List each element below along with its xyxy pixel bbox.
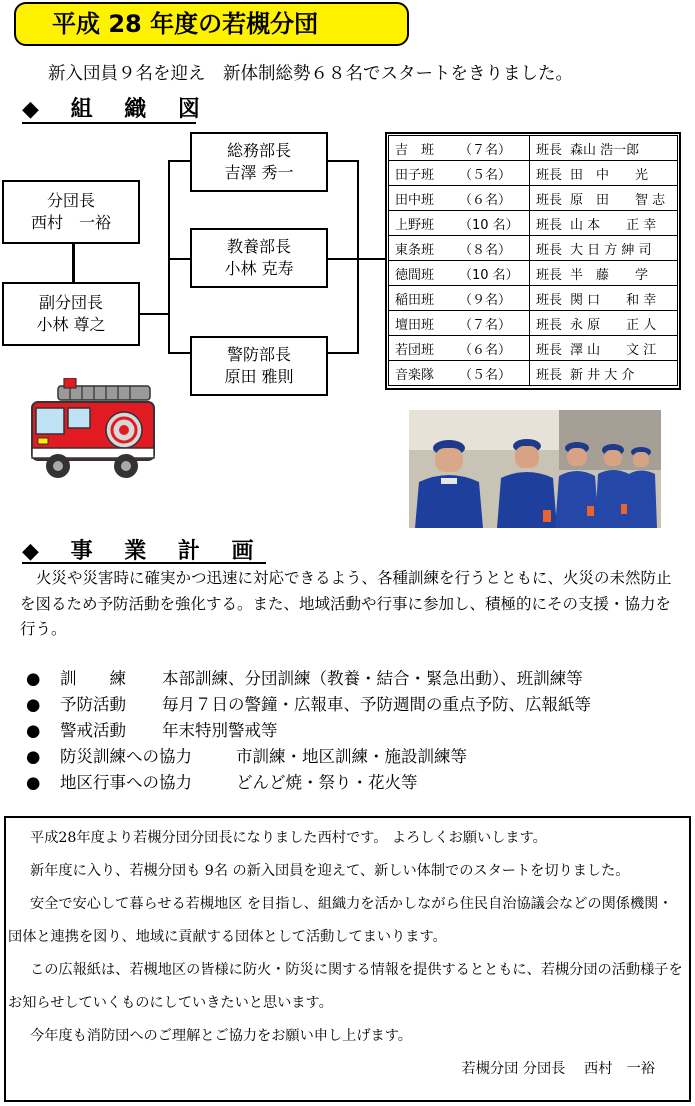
squad-name: 壇田班: [395, 317, 435, 333]
leader-name: 山 本 正 幸: [570, 217, 657, 233]
bullet-dot: ●: [26, 669, 41, 688]
bullet-text: どんど焼・祭り・花火等: [236, 773, 418, 792]
squad-leader-cell: [530, 161, 678, 186]
dept-name: 吉澤 秀一: [224, 163, 294, 182]
dept-title: 教養部長: [226, 237, 291, 256]
squad-name: 東条班: [395, 242, 435, 258]
plan-bullets: [26, 666, 686, 796]
squad-count: （６名）: [459, 192, 512, 208]
squad-leader-cell: [530, 136, 678, 161]
squad-count: （７名）: [459, 317, 512, 333]
squad-leader-cell: [530, 211, 678, 236]
leader-role: 班長: [536, 292, 563, 308]
leader-name: 半 藤 学: [570, 267, 649, 283]
squad-name-cell: [389, 236, 530, 261]
squad-name-cell: [389, 261, 530, 286]
bullet-item: [26, 744, 686, 770]
dept-title: 総務部長: [226, 141, 291, 160]
leader-name: 新 井 大 介: [570, 367, 635, 383]
chief-vice-connector: [72, 244, 75, 284]
squad-row: [389, 361, 678, 386]
squad-name: 若団班: [395, 342, 435, 358]
bullet-item: [26, 770, 686, 796]
squad-row: [389, 211, 678, 236]
squad-row: [389, 336, 678, 361]
squad-row: [389, 311, 678, 336]
bullet-dot: ●: [26, 773, 41, 792]
squad-leader-cell: [530, 286, 678, 311]
dept-title: 警防部長: [226, 345, 291, 364]
bullet-label: 地区行事への協力: [60, 773, 192, 792]
leader-name: 澤 山 文 江: [570, 342, 657, 358]
squad-leader-cell: [530, 336, 678, 361]
dept-box-education: [190, 228, 328, 288]
message-paragraph: 平成28年度より若槻分団分団長になりました西村です。 よろしくお願いします。: [30, 830, 547, 846]
message-paragraph: この広報紙は、若槻地区の皆様に防火・防災に関する情報を提供するとともに、若槻分団の活動様子をお知らせしていくものにしていきたいと思います。: [8, 962, 683, 1011]
squad-name-cell: [389, 186, 530, 211]
fire-truck-illustration: [28, 378, 160, 482]
org-heading: ◆ 組 織 図: [22, 97, 212, 122]
chief-box: [2, 180, 140, 244]
dept-name: 原田 雅則: [224, 367, 294, 386]
plan-intro: 火災や災害時に確実かつ迅速に対応できるよう、各種訓練を行うとともに、火災の未然防止を図るため予防活動を強化する。また、地域活動や行事に参加し、積極的にその支援・協力を行う。: [20, 569, 672, 638]
bullet-item: [26, 718, 686, 744]
squad-count: （６名）: [459, 342, 512, 358]
leader-role: 班長: [536, 217, 563, 233]
leader-name: 原 田 智 志: [570, 192, 666, 208]
dept-box-general: [190, 132, 328, 192]
leader-role: 班長: [536, 192, 563, 208]
squad-name: 吉 班: [395, 142, 435, 158]
vice-title: 副分団長: [38, 293, 103, 312]
leader-role: 班長: [536, 267, 563, 283]
squad-name: 稲田班: [395, 292, 435, 308]
squad-name-cell: [389, 336, 530, 361]
squad-name-cell: [389, 361, 530, 386]
squad-row: [389, 186, 678, 211]
message-paragraph: 安全で安心して暮らせる若槻地区 を目指し、組織力を活かしながら住民自治協議会などの関係機関・団体と連携を図り、地域に貢献する団体として活動してまいります。: [8, 896, 673, 945]
squad-leader-cell: [530, 186, 678, 211]
squad-name-cell: [389, 211, 530, 236]
vice-chief-box: [2, 282, 140, 346]
squad-count: （10 名）: [459, 267, 519, 283]
squad-name: 徳間班: [395, 267, 435, 283]
dept1-right-connector: [328, 160, 358, 162]
squad-name-cell: [389, 136, 530, 161]
firefighters-lineup-photo: [409, 410, 661, 528]
bullet-text: 市訓練・地区訓練・施設訓練等: [236, 747, 467, 766]
squad-name: 上野班: [395, 217, 435, 233]
plan-heading: ◆ 事 業 計 画: [22, 539, 266, 564]
leader-name: 森山 浩一郎: [570, 142, 640, 158]
squads-table: [388, 135, 678, 386]
chief-message: [8, 822, 685, 1086]
message-paragraph: 新年度に入り、若槻分団も 9名 の新入団員を迎えて、新しい体制でのスタートを切りました。: [30, 863, 630, 879]
leader-role: 班長: [536, 242, 563, 258]
bullet-label: 予防活動: [60, 695, 126, 714]
message-paragraph: 今年度も消防団へのご理解とご協力をお願い申し上げます。: [30, 1028, 412, 1044]
squad-count: （５名）: [459, 367, 512, 383]
dept-name: 小林 克寿: [224, 259, 294, 278]
message-signature: 若槻分団 分団長 西村 一裕: [461, 1061, 655, 1077]
dept-vertical-line: [168, 160, 170, 354]
squad-name: 田中班: [395, 192, 435, 208]
plan-heading-underline: [22, 562, 266, 564]
bullet-text: 毎月７日の警鐘・広報車、予防週間の重点予防、広報紙等: [162, 695, 591, 714]
bullet-item: [26, 692, 686, 718]
squad-row: [389, 236, 678, 261]
leader-name: 大 日 方 紳 司: [570, 242, 652, 258]
org-heading-underline: [22, 122, 196, 124]
bullet-text: 年末特別警戒等: [162, 721, 278, 740]
squad-row: [389, 161, 678, 186]
leader-role: 班長: [536, 317, 563, 333]
squad-row: [389, 261, 678, 286]
bullet-label: 警戒活動: [60, 721, 126, 740]
leader-name: 田 中 光: [570, 167, 649, 183]
dept1-connector: [168, 160, 190, 162]
page-title: 平成 28 年度の若槻分団: [14, 2, 409, 46]
leader-role: 班長: [536, 342, 563, 358]
squad-count: （８名）: [459, 242, 512, 258]
bullet-label: 訓 練: [60, 669, 126, 688]
squad-name-cell: [389, 286, 530, 311]
bullet-label: 防災訓練への協力: [60, 747, 192, 766]
right-vertical-line: [357, 160, 359, 354]
squad-name: 田子班: [395, 167, 435, 183]
chief-name: 西村 一裕: [30, 213, 111, 232]
leader-role: 班長: [536, 167, 563, 183]
bullet-text: 本部訓練、分団訓練（教養・結合・緊急出動）、班訓練等: [162, 669, 583, 688]
vice-branch-connector: [140, 313, 170, 315]
squad-name-cell: [389, 161, 530, 186]
bullet-dot: ●: [26, 695, 41, 714]
squads-frame: [385, 132, 681, 390]
vice-name: 小林 尊之: [36, 315, 106, 334]
leader-name: 永 原 正 人: [570, 317, 657, 333]
squad-count: （10 名）: [459, 217, 519, 233]
bullet-dot: ●: [26, 721, 41, 740]
squad-leader-cell: [530, 261, 678, 286]
squad-row: [389, 136, 678, 161]
squad-count: （５名）: [459, 167, 512, 183]
squad-name: 音楽隊: [395, 367, 435, 383]
dept-box-defense: [190, 336, 328, 396]
leader-role: 班長: [536, 142, 563, 158]
leader-name: 関 口 和 幸: [570, 292, 657, 308]
squad-leader-cell: [530, 361, 678, 386]
squad-count: （７名）: [459, 142, 512, 158]
squad-leader-cell: [530, 236, 678, 261]
bullet-item: [26, 666, 686, 692]
squad-leader-cell: [530, 311, 678, 336]
subtitle: 新入団員９名を迎え 新体制総勢６８名でスタートをきりました。: [48, 64, 573, 84]
squad-row: [389, 286, 678, 311]
leader-role: 班長: [536, 367, 563, 383]
squad-name-cell: [389, 311, 530, 336]
squad-count: （９名）: [459, 292, 512, 308]
bullet-dot: ●: [26, 747, 41, 766]
dept2-connector: [168, 258, 190, 260]
chief-title: 分団長: [46, 191, 95, 210]
dept3-right-connector: [328, 352, 358, 354]
dept3-connector: [168, 352, 190, 354]
